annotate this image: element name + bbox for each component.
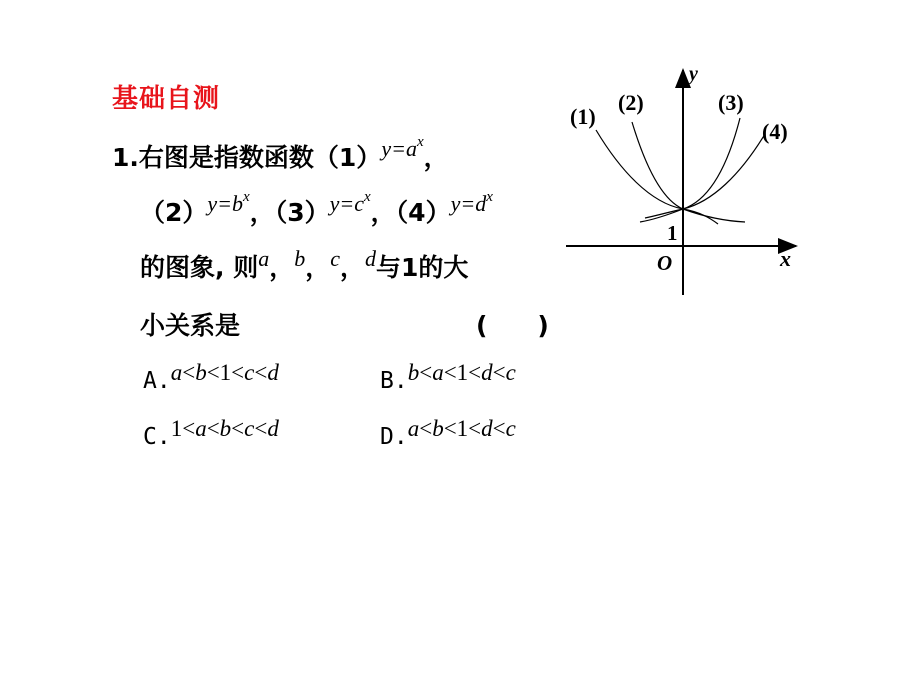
expr-token: a [195, 416, 207, 441]
expr-token: < [254, 360, 268, 385]
expr-token: < [182, 416, 196, 441]
origin-label: O [657, 251, 673, 275]
answer-blank: ( ) [476, 311, 549, 340]
expr-token: < [206, 416, 220, 441]
expr-token: < [468, 416, 482, 441]
expr-token: < [231, 360, 245, 385]
question-number: 1. [112, 143, 139, 172]
option-a-label: A. [143, 368, 171, 394]
expr-token: < [492, 360, 506, 385]
option-b-label: B. [380, 368, 408, 394]
label-3: ，（3） [249, 198, 330, 227]
expr-token: b [432, 416, 444, 441]
expr-token: a [432, 360, 444, 385]
var-b: b [294, 246, 306, 271]
expr-token: c [244, 416, 255, 441]
label-2: （2） [140, 198, 208, 227]
expr-token: a [407, 416, 420, 441]
expr-token: < [231, 416, 245, 441]
sep: ， [269, 253, 295, 282]
expr-token: c [505, 360, 516, 385]
function-4: $y=d^x$ [450, 188, 493, 216]
expr-token: 1 [170, 416, 183, 441]
function-2: $y=b^x$ [207, 188, 250, 216]
expr-token: a [170, 360, 183, 385]
question-text-3b: 与1的大 [376, 253, 469, 282]
section-heading: 基础自测 [112, 84, 221, 114]
y-axis-label: y [689, 63, 698, 85]
function-3: $y=c^x$ [329, 188, 371, 216]
question-text-1: 右图是指数函数（1） [138, 143, 382, 172]
question-text-3: 的图象, 则 [140, 253, 259, 282]
expr-token: 1 [219, 360, 232, 385]
option-d-label: D. [380, 424, 408, 450]
expr-token: < [206, 360, 220, 385]
curve-1 [596, 130, 718, 224]
var-a: a [258, 246, 270, 271]
curve-4 [645, 134, 765, 218]
expr-token: b [219, 416, 232, 441]
expr-token: < [419, 360, 433, 385]
curve-label-3: (3) [718, 90, 744, 115]
expr-token: 1 [456, 360, 469, 385]
label-4: ，（4） [370, 198, 451, 227]
expr-token: < [468, 360, 482, 385]
expr-token: < [182, 360, 196, 385]
expr-token: 1 [456, 416, 469, 441]
expr-token: < [254, 416, 268, 441]
one-label: 1 [667, 221, 678, 245]
expr-token: < [443, 416, 457, 441]
expr-token: c [505, 416, 516, 441]
sep: ， [340, 253, 366, 282]
expr-token: < [419, 416, 433, 441]
x-axis-label: x [780, 246, 791, 271]
curve-label-2: (2) [618, 90, 644, 115]
var-d: d [365, 246, 377, 271]
expr-token: b [407, 360, 420, 385]
expr-token: b [195, 360, 207, 385]
expr-token: c [244, 360, 255, 385]
sep: ， [305, 253, 331, 282]
comma: ， [423, 143, 449, 172]
curve-label-4: (4) [762, 119, 788, 144]
option-c-label: C. [143, 424, 171, 450]
expr-token: < [492, 416, 506, 441]
expr-token: d [481, 416, 493, 441]
expr-token: d [267, 416, 279, 441]
var-c: c [330, 246, 340, 271]
curve-label-1: (1) [570, 104, 596, 129]
question-line-4: 小关系是 [140, 311, 241, 340]
expr-token: d [267, 360, 279, 385]
expr-token: < [443, 360, 457, 385]
expr-token: d [481, 360, 493, 385]
function-1: $y=a^x$ [381, 133, 424, 161]
